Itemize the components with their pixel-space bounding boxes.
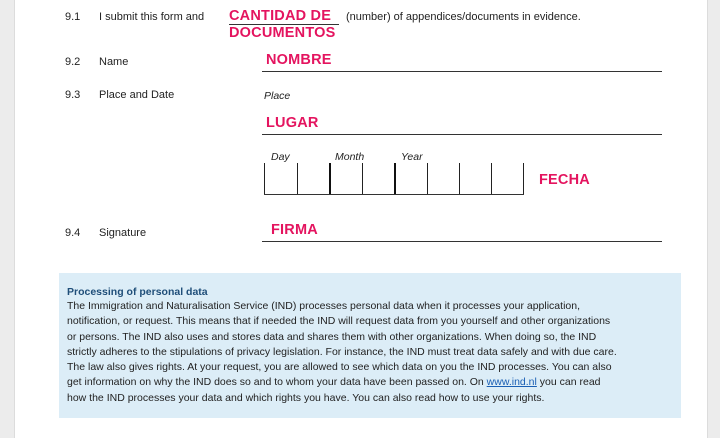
row-number-9-2: 9.2 — [65, 56, 81, 68]
privacy-line: or persons. The IND also uses and stores data and shares them with other organizations. When doing so, the IND — [67, 330, 597, 343]
date-box-divider — [329, 163, 331, 194]
row-label-name: Name — [99, 56, 129, 68]
row-label-signature: Signature — [99, 227, 147, 239]
privacy-line: get information on why the IND does so and to whom your data have been passed on. On www.ind.nl you can read — [67, 376, 601, 389]
date-box-divider — [491, 163, 492, 194]
name-field[interactable]: NOMBRE — [266, 52, 332, 68]
privacy-line: The law also gives rights. At your request, you are allowed to see which data on you the IND processes. You can also — [67, 361, 612, 374]
date-box-divider — [362, 163, 363, 194]
row-suffix-9-1: (number) of appendices/documents in evidence. — [346, 11, 581, 23]
row-label-9-1: I submit this form and — [99, 11, 205, 23]
privacy-notice-text — [67, 299, 673, 406]
date-box-divider — [459, 163, 460, 194]
name-underline — [262, 71, 662, 72]
signature-field[interactable]: FIRMA — [271, 222, 318, 238]
year-caption: Year — [401, 151, 423, 163]
date-field[interactable]: FECHA — [539, 172, 590, 188]
document-count-field[interactable]: CANTIDAD DE — [229, 8, 332, 24]
place-field[interactable]: LUGAR — [266, 115, 319, 131]
privacy-line: notification, or request. This means that if needed the IND will request data from you yourself and other organizations — [67, 315, 611, 328]
privacy-notice-box — [59, 273, 681, 418]
date-box-divider — [394, 163, 396, 194]
row-label-place-date: Place and Date — [99, 89, 175, 101]
row-number-9-3: 9.3 — [65, 89, 81, 101]
ind-website-link[interactable]: www.ind.nl — [486, 376, 537, 389]
date-baseline — [264, 194, 524, 195]
date-box-divider — [264, 163, 265, 194]
form-page — [14, 0, 708, 438]
privacy-notice-title: Processing of personal data — [67, 286, 208, 298]
month-caption: Month — [335, 151, 365, 163]
day-caption: Day — [271, 151, 290, 163]
place-caption: Place — [264, 90, 291, 102]
document-count-field-line2: DOCUMENTOS — [229, 25, 336, 41]
signature-underline — [262, 241, 662, 242]
date-box-divider — [297, 163, 298, 194]
privacy-line: The Immigration and Naturalisation Service (IND) processes personal data when it processes your application, — [67, 300, 580, 312]
privacy-line: how the IND processes your data and which rights you have. You can also read how to use your rights. — [67, 391, 545, 404]
row-number-9-4: 9.4 — [65, 227, 81, 239]
row-number-9-1: 9.1 — [65, 11, 81, 23]
date-box-divider — [427, 163, 428, 194]
date-box-divider — [523, 163, 524, 194]
privacy-line: strictly adheres to the stipulations of privacy legislation. For instance, the IND must treat data safely and with due care. — [67, 345, 617, 358]
place-underline — [262, 134, 662, 135]
